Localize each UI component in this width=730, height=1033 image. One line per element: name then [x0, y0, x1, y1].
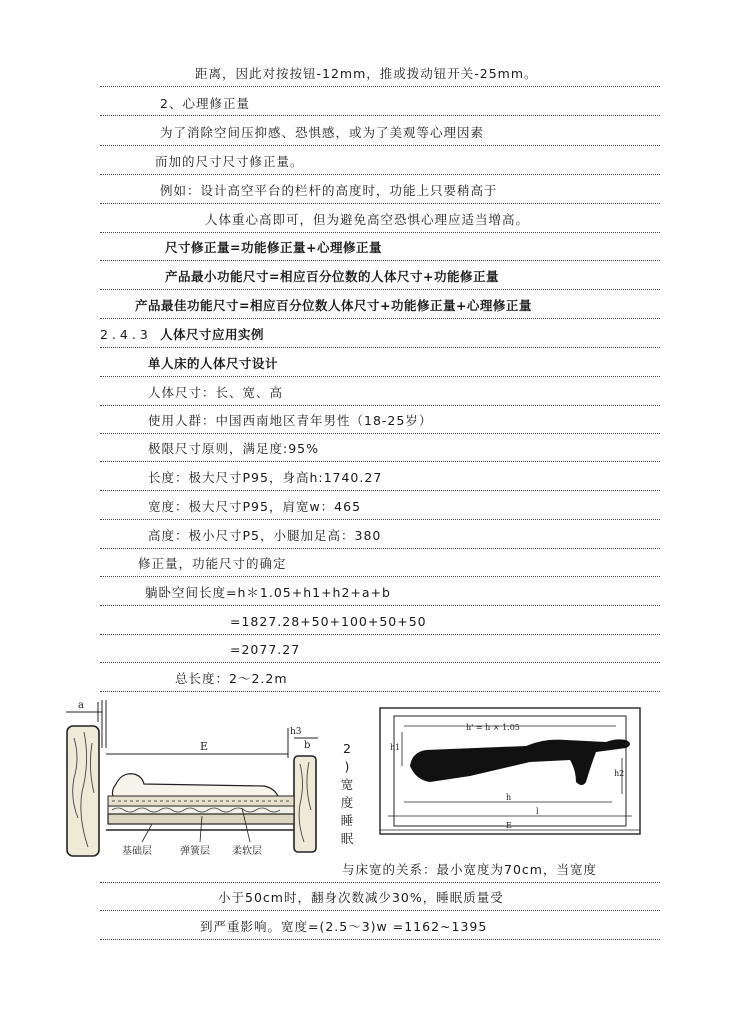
- line-rule: [100, 433, 660, 434]
- line-rule: [100, 662, 660, 663]
- l-label: l: [536, 807, 539, 816]
- text-line-24: 小于50cm时，翻身次数减少30%，睡眠质量受: [218, 890, 504, 905]
- section-number: 2.4.3: [100, 327, 152, 342]
- text-line-6: 人体重心高即可，但为避免高空恐惧心理应适当增高。: [205, 212, 530, 227]
- text-line-23: 与床宽的关系：最小宽度为70cm，当宽度: [342, 862, 597, 877]
- text-line-17: 高度：极小尺寸P5，小腿加足高：380: [148, 528, 382, 543]
- formula-min-function-size: 产品最小功能尺寸=相应百分位数的人体尺寸+功能修正量: [165, 269, 499, 284]
- line-rule: [100, 405, 660, 406]
- text-line-12: 人体尺寸：长、宽、高: [148, 385, 284, 400]
- layer-base-label: 基础层: [122, 846, 152, 857]
- formula-best-function-size: 产品最佳功能尺寸=相应百分位数人体尺寸+功能修正量+心理修正量: [135, 298, 532, 313]
- line-rule: [100, 461, 660, 462]
- text-line-5: 例如：设计高空平台的栏杆的高度时，功能上只要稍高于: [160, 183, 498, 198]
- line-rule: [100, 490, 660, 491]
- text-line-13: 使用人群：中国西南地区青年男性（18-25岁）: [148, 413, 433, 428]
- line-rule: [100, 910, 660, 911]
- line-rule: [100, 519, 660, 520]
- formula-label: h' = h × 1.05: [466, 723, 520, 732]
- line-rule: [100, 289, 660, 290]
- subsection-title: 单人床的人体尺寸设计: [148, 356, 279, 371]
- text-line-21: =2077.27: [230, 642, 301, 657]
- text-line-25: 到严重影响。宽度=(2.5～3)w =1162~1395: [200, 919, 488, 934]
- layer-soft-label: 柔软层: [232, 846, 262, 857]
- line-rule: [100, 347, 660, 348]
- dim-h3-label: h3: [290, 727, 302, 737]
- line-rule: [100, 260, 660, 261]
- line-rule: [100, 115, 660, 116]
- line-rule: [100, 576, 660, 577]
- line-rule: [100, 882, 660, 883]
- line-rule: [100, 174, 660, 175]
- h1-label: h1: [390, 743, 401, 752]
- text-line-4: 而加的尺寸尺寸修正量。: [155, 154, 304, 169]
- formula-size-correction: 尺寸修正量=功能修正量+心理修正量: [165, 240, 382, 255]
- text-line-19: 躺卧空间长度=h＊1.05+h1+h2+a+b: [145, 585, 391, 600]
- lying-person: [112, 774, 278, 798]
- text-line-1: 距离，因此对按按钮-12mm，推或拨动钮开关-25mm。: [195, 66, 538, 81]
- line-rule: [100, 634, 660, 635]
- line-rule: [100, 548, 660, 549]
- dim-E-label: E: [200, 740, 209, 753]
- h2-label: h2: [614, 769, 625, 778]
- line-rule: [100, 605, 660, 606]
- line-rule: [100, 145, 660, 146]
- layer-spring-label: 弹簧层: [180, 846, 210, 857]
- text-line-14: 极限尺寸原则，满足度:95%: [148, 441, 319, 456]
- section-title: 人体尺寸应用实例: [160, 327, 265, 342]
- line-rule: [100, 318, 660, 319]
- line-rule: [100, 939, 660, 940]
- text-line-16: 宽度：极大尺寸P95，肩宽w：465: [148, 499, 362, 514]
- line-rule: [100, 203, 660, 204]
- line-rule: [100, 232, 660, 233]
- bed-section-figure: [62, 698, 332, 868]
- heading-psych-correction: 2、心理修正量: [160, 96, 250, 111]
- text-line-22: 总长度：2～2.2m: [175, 671, 288, 686]
- text-line-15: 长度：极大尺寸P95，身高h:1740.27: [148, 470, 383, 485]
- body-silhouette: [410, 739, 630, 785]
- bed-left-post: [67, 726, 99, 856]
- text-line-20: =1827.28+50+100+50+50: [230, 614, 427, 629]
- h-label: h: [506, 793, 512, 802]
- text-line-3: 为了消除空间压抑感、恐惧感，或为了美观等心理因素: [160, 125, 485, 140]
- text-line-18: 修正量，功能尺寸的确定: [138, 556, 287, 571]
- line-rule: [100, 376, 660, 377]
- body-length-figure: [376, 702, 666, 842]
- bed-right-post: [294, 756, 316, 852]
- line-rule: [100, 86, 660, 87]
- dim-b-label: b: [304, 740, 311, 751]
- dim-a-label: a: [78, 700, 84, 711]
- vertical-label: 2 ) 宽 度 睡 眠: [340, 741, 354, 846]
- line-rule: [100, 691, 660, 692]
- E-label: E: [506, 821, 512, 830]
